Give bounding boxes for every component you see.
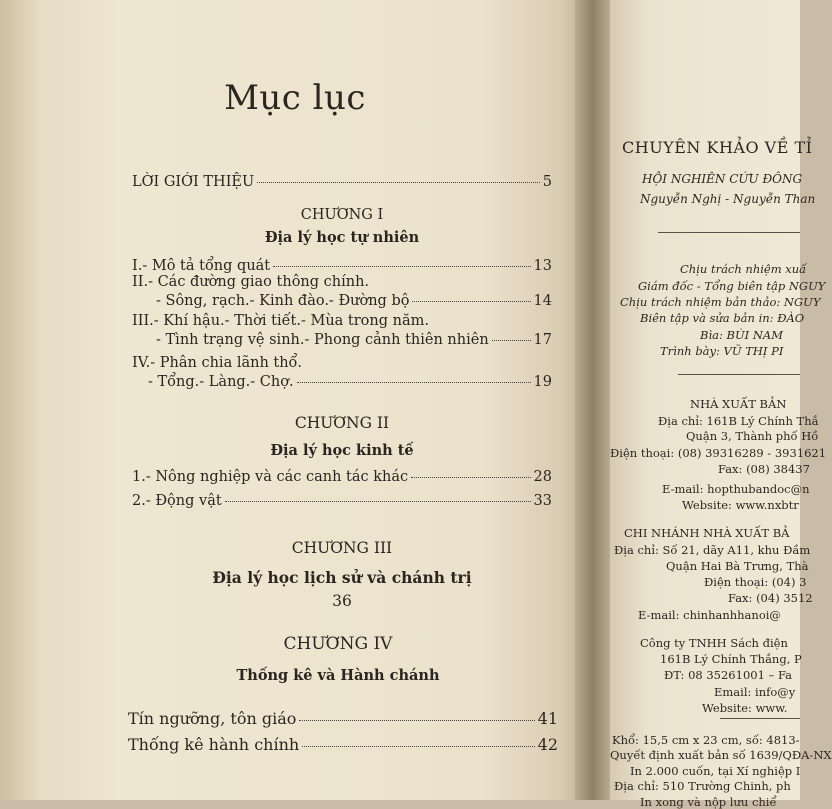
colophon-line: Công ty TNHH Sách điện: [640, 636, 788, 650]
dot-leader: [302, 746, 534, 747]
colophon-line: In xong và nộp lưu chiể: [640, 795, 777, 809]
colophon-line: Fax: (08) 38437: [718, 462, 810, 476]
colophon-line: Chịu trách nhiệm bản thảo: NGUY: [620, 295, 821, 309]
colophon-line: Website: www.: [702, 701, 788, 715]
colophon-line: In 2.000 cuốn, tại Xí nghiệp I: [630, 764, 801, 778]
colophon-line: Fax: (04) 3512: [728, 591, 813, 605]
chapter-2-subtitle: Địa lý học kinh tế: [270, 442, 414, 459]
colophon-line: Chịu trách nhiệm xuấ: [680, 262, 807, 276]
toc-entry: Thống kê hành chính 42: [128, 735, 558, 754]
right-page-colophon: [610, 0, 832, 809]
book-gutter: [575, 0, 615, 800]
colophon-line: Địa chỉ: 161B Lý Chính Thắ: [658, 414, 819, 428]
dot-leader: [492, 340, 531, 341]
dot-leader: [412, 301, 530, 302]
colophon-line: Giám đốc - Tổng biên tập NGUY: [638, 279, 826, 293]
divider: [658, 232, 800, 233]
page-title: Mục lục: [224, 78, 366, 118]
chapter-3-label: CHƯƠNG III: [291, 539, 393, 557]
colophon-line: Điện thoại: (04) 3: [704, 575, 807, 589]
toc-entry-intro: LỜI GIỚI THIỆU 5: [132, 174, 552, 190]
colophon-author-org: HỘI NGHIÊN CỨU ĐÔNG: [642, 172, 803, 186]
colophon-authors: Nguyễn Nghị - Nguyễn Than: [640, 192, 816, 206]
colophon-line: Bìa: BÙI NAM: [700, 328, 783, 342]
colophon-line: Biên tập và sửa bản in: ĐÀO: [640, 311, 805, 325]
colophon-line: Quyết định xuất bản số 1639/QĐA-NX: [610, 748, 832, 762]
colophon-line: Điện thoại: (08) 39316289 - 3931621: [610, 446, 827, 460]
colophon-line: 161B Lý Chính Thắng, P: [660, 652, 802, 666]
toc-entry: - Tổng.- Làng.- Chợ. 19: [148, 374, 552, 390]
colophon-line: Website: www.nxbtr: [682, 498, 799, 512]
colophon-line: E-mail: hopthubandoc@n: [662, 482, 810, 496]
toc-entry: I.- Mô tả tổng quát 13: [132, 258, 552, 274]
colophon-line: Quận Hai Bà Trưng, Thà: [666, 559, 809, 573]
branch-name: CHI NHÁNH NHÀ XUẤT BẢ: [624, 526, 790, 540]
dot-leader: [225, 501, 531, 502]
dot-leader: [257, 182, 540, 183]
toc-entry: 1.- Nông nghiệp và các canh tác khác 28: [132, 469, 552, 485]
chapter-3-subtitle: Địa lý học lịch sử và chánh trị: [212, 568, 472, 587]
toc-entry-line: III.- Khí hậu.- Thời tiết.- Mùa trong năm.: [132, 313, 429, 329]
divider: [678, 374, 800, 375]
colophon-line: Địa chỉ: 510 Trường Chinh, ph: [614, 779, 791, 793]
toc-entry: Tín ngưỡng, tôn giáo 41: [128, 709, 558, 728]
chapter-4-label: CHƯƠNG IV: [283, 634, 393, 654]
colophon-line: Trình bày: VŨ THỊ PI: [660, 344, 784, 358]
chapter-4-subtitle: Thống kê và Hành chánh: [236, 667, 440, 684]
toc-entry-line: IV.- Phân chia lãnh thổ.: [132, 355, 303, 371]
dot-leader: [299, 720, 534, 721]
publisher-name: NHÀ XUẤT BẢN: [690, 397, 787, 411]
dot-leader: [411, 477, 530, 478]
toc-entry: - Tình trạng vệ sinh.- Phong cảnh thiên nhiên 17: [156, 332, 552, 348]
chapter-1-subtitle: Địa lý học tự nhiên: [264, 229, 420, 246]
dot-leader: [273, 266, 530, 267]
toc-entry: - Sông, rạch.- Kinh đào.- Đường bộ 14: [156, 293, 552, 309]
chapter-3-page: 36: [332, 592, 352, 610]
colophon-line: Quận 3, Thành phố Hồ: [686, 429, 819, 443]
colophon-line: Email: info@y: [714, 685, 796, 699]
colophon-book-title: CHUYÊN KHẢO VỀ TỈ: [622, 138, 813, 157]
toc-entry-line: II.- Các đường giao thông chính.: [132, 274, 370, 290]
chapter-1-label: CHƯƠNG I: [300, 207, 384, 223]
colophon-line: E-mail: chinhanhhanoi@: [638, 608, 781, 622]
chapter-2-label: CHƯƠNG II: [294, 414, 390, 432]
toc-entry: 2.- Động vật 33: [132, 493, 552, 509]
dot-leader: [297, 382, 531, 383]
colophon-line: Khổ: 15,5 cm x 23 cm, số: 4813-: [612, 733, 800, 747]
colophon-line: Địa chỉ: Số 21, dãy A11, khu Đầm: [614, 543, 811, 557]
divider: [720, 718, 800, 719]
colophon-line: ĐT: 08 35261001 – Fa: [664, 668, 793, 682]
